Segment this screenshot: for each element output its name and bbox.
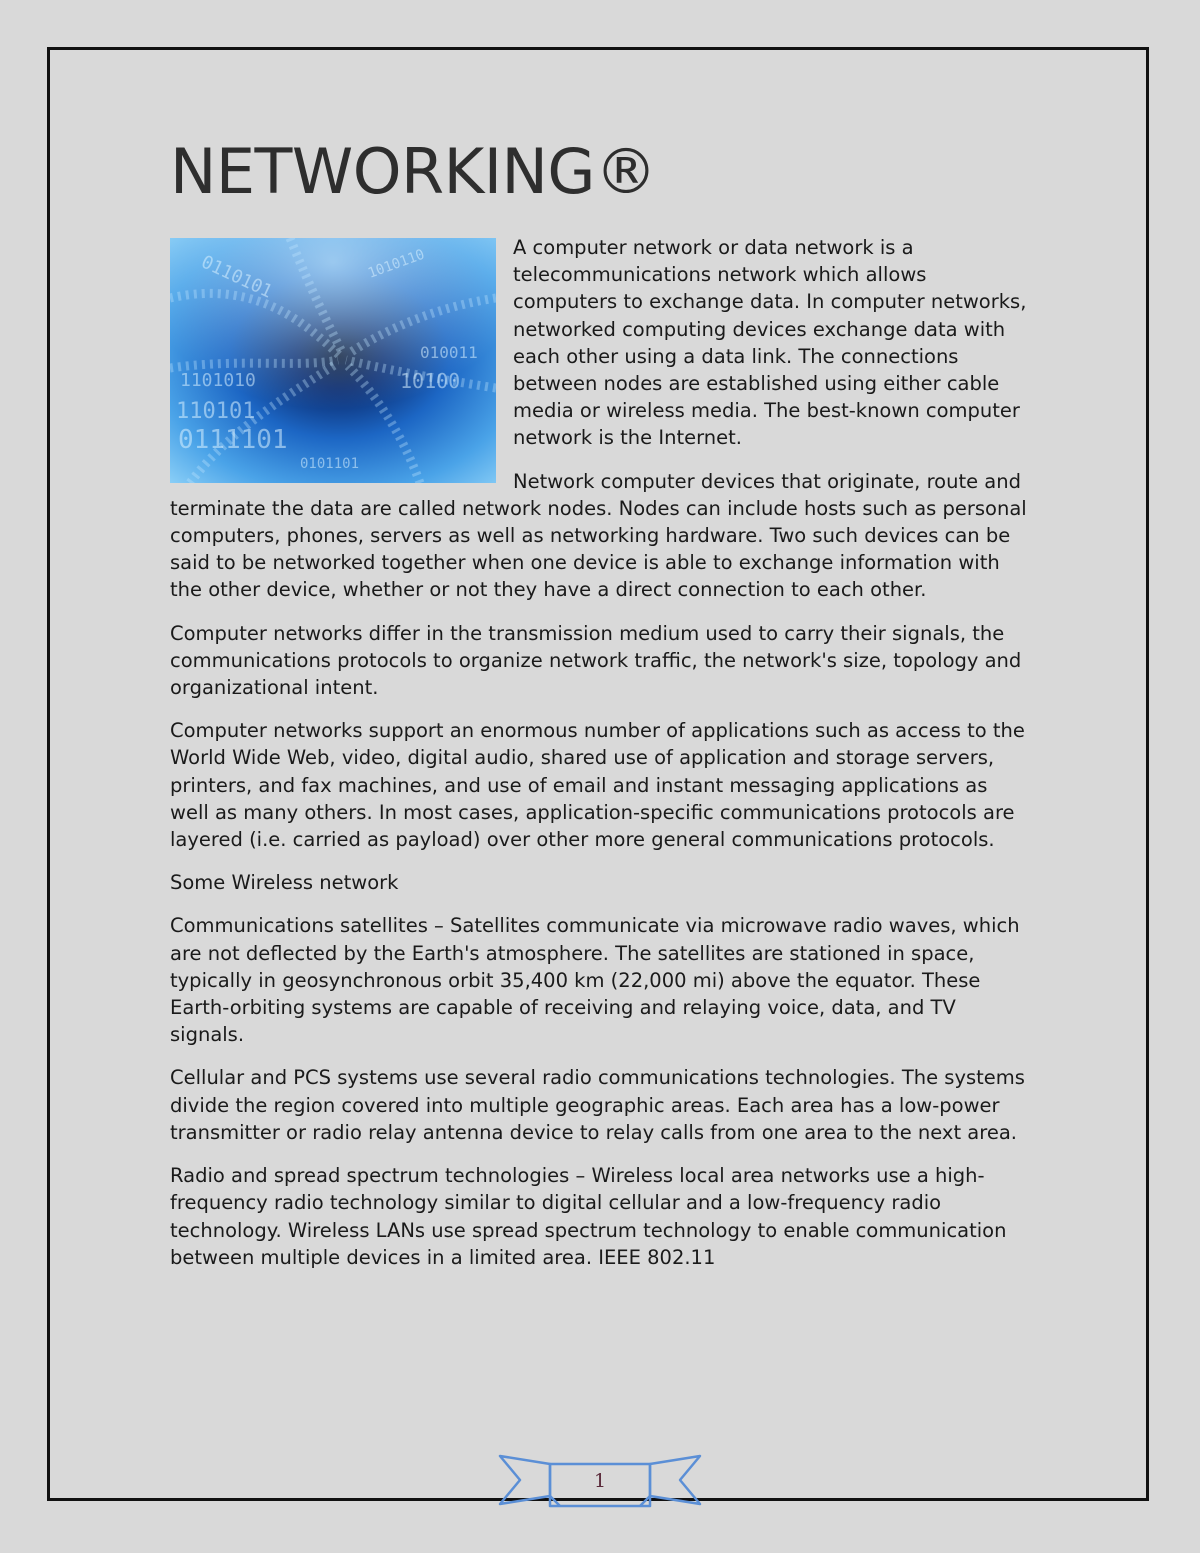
svg-text:0101101: 0101101 xyxy=(300,456,360,472)
svg-text:110101: 110101 xyxy=(176,399,256,424)
paragraph: A computer network or data network is a telecommunications network which allows computers to exchange data. In computer networks, networked computing devices exchange data with each other using a data link. The connections between nodes are established using either cable media or wireless media. The best-known computer network is the Internet. xyxy=(513,236,1027,450)
section-heading: Some Wireless network xyxy=(170,871,399,895)
svg-text:10100: 10100 xyxy=(400,369,461,393)
paragraph: Computer networks differ in the transmission medium used to carry their signals, the communications protocols to organize network traffic, the network's size, topology and organizational intent. xyxy=(170,621,1022,700)
svg-text:0110101: 0110101 xyxy=(197,251,276,303)
svg-text:010011: 010011 xyxy=(420,343,478,362)
document-body xyxy=(170,135,1030,1287)
paragraph: Network computer devices that originate, route and terminate the data are called network nodes. Nodes can include hosts such as personal computers, phones, servers as well as networking hardware. Two such devices can be said to be networked together when one device is able to exchange information with the other device, whether or not they have a direct connection to each other. xyxy=(170,469,1027,602)
svg-text:1010110: 1010110 xyxy=(365,246,427,282)
svg-text:0111101: 0111101 xyxy=(178,425,288,455)
paragraph: Radio and spread spectrum technologies – Wireless local area networks use a high-frequency radio technology similar to digital cellular and a low-frequency radio technology. Wireless LANs use spread spectrum technology to enable communication between multiple devices in a limited area. IEEE 802.11 xyxy=(170,1164,1007,1269)
paragraph: Cellular and PCS systems use several radio communications technologies. The systems divide the region covered into multiple geographic areas. Each area has a low-power transmitter or radio relay antenna device to relay calls from one area to the next area. xyxy=(170,1066,1025,1144)
svg-text:1101010: 1101010 xyxy=(180,370,256,391)
paragraph: Communications satellites – Satellites communicate via microwave radio waves, which are not deflected by the Earth's atmosphere. The satellites are stationed in space, typically in geosynchronous orbit 35,400 km (22,000 mi) above the equator. These Earth-orbiting systems are capable of receiving and relaying voice, data, and TV signals. xyxy=(170,914,1020,1047)
document-title: NETWORKING® xyxy=(170,135,657,208)
binary-code-tunnel-image xyxy=(170,238,496,483)
paragraph: Computer networks support an enormous number of applications such as access to the World Wide Web, video, digital audio, shared use of application and storage servers, printers, and fax machines, and use of email and instant messaging applications as well as many others. In most cases, application-specific communications protocols are layered (i.e. carried as payload) over other more general communications protocols. xyxy=(170,719,1025,852)
page-number: 1 xyxy=(593,1470,607,1492)
